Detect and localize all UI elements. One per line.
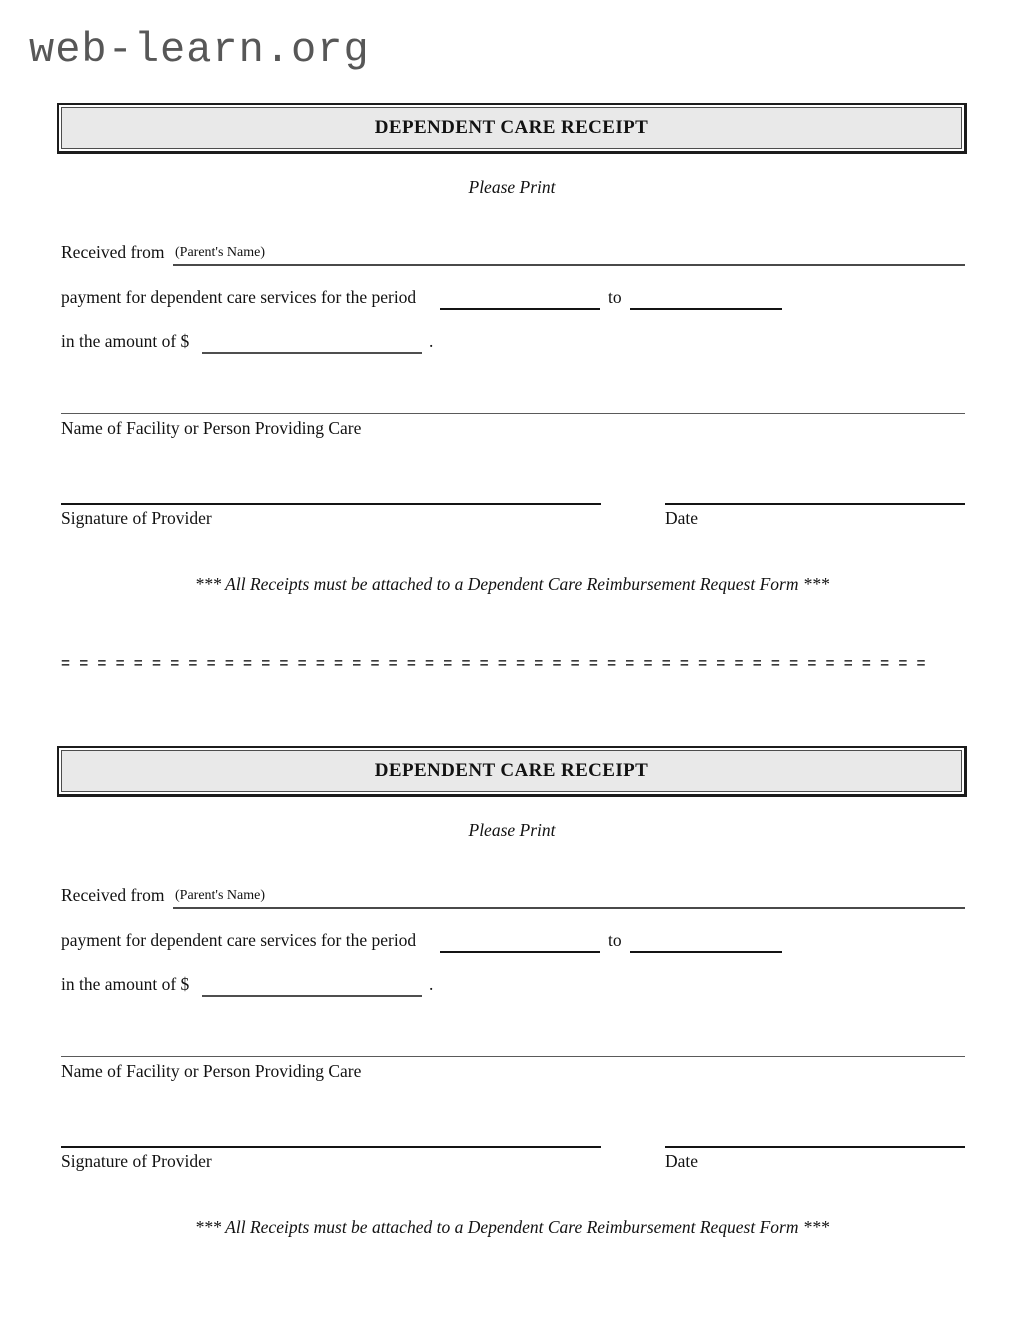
facility-label: Name of Facility or Person Providing Care xyxy=(61,418,362,438)
signature-field-line xyxy=(61,503,601,505)
period-end-field-line xyxy=(630,951,782,953)
parent-name-field-line xyxy=(173,907,965,909)
period-end-field-line xyxy=(630,308,782,310)
period-start-field-line xyxy=(440,951,600,953)
amount-period-label: . xyxy=(429,974,434,994)
attachment-note: *** All Receipts must be attached to a Dependent Care Reimbursement Request Form *** xyxy=(194,1217,830,1237)
signature-label: Signature of Provider xyxy=(61,1151,212,1171)
receipt-section-2 xyxy=(57,746,967,1246)
date-label: Date xyxy=(665,508,699,528)
period-start-field-line xyxy=(440,308,600,310)
received-from-label: Received from xyxy=(61,885,165,905)
amount-field-line xyxy=(202,995,422,997)
facility-label: Name of Facility or Person Providing Care xyxy=(61,1061,362,1081)
parent-name-field-line xyxy=(173,264,965,266)
signature-field-line xyxy=(61,1146,601,1148)
payment-text-label: payment for dependent care services for the period xyxy=(61,287,417,307)
signature-label: Signature of Provider xyxy=(61,508,212,528)
amount-text-label: in the amount of $ xyxy=(61,331,190,351)
date-field-line xyxy=(665,1146,965,1148)
amount-field-line xyxy=(202,352,422,354)
receipt-section-1 xyxy=(57,103,967,603)
facility-field-line xyxy=(61,1056,965,1057)
site-logo: web-learn.org xyxy=(29,26,370,74)
to-label: to xyxy=(608,930,622,950)
amount-text-label: in the amount of $ xyxy=(61,974,190,994)
parents-name-label: (Parent's Name) xyxy=(175,888,265,903)
attachment-note: *** All Receipts must be attached to a Dependent Care Reimbursement Request Form *** xyxy=(194,574,830,594)
parents-name-label: (Parent's Name) xyxy=(175,245,265,260)
payment-text-label: payment for dependent care services for the period xyxy=(61,930,417,950)
receipt-title: DEPENDENT CARE RECEIPT xyxy=(61,750,962,792)
to-label: to xyxy=(608,287,622,307)
receipt-title-bar xyxy=(57,103,967,154)
amount-period-label: . xyxy=(429,331,434,351)
cut-separator: = = = = = = = = = = = = = = = = = = = = = = = = = = = = = = = = = = = = = = = = = = = = = = = = xyxy=(61,656,926,673)
facility-field-line xyxy=(61,413,965,414)
please-print-label: Please Print xyxy=(468,820,556,840)
please-print-label: Please Print xyxy=(468,177,556,197)
receipt-title: DEPENDENT CARE RECEIPT xyxy=(61,107,962,149)
date-label: Date xyxy=(665,1151,699,1171)
receipt-title-bar xyxy=(57,746,967,797)
date-field-line xyxy=(665,503,965,505)
received-from-label: Received from xyxy=(61,242,165,262)
